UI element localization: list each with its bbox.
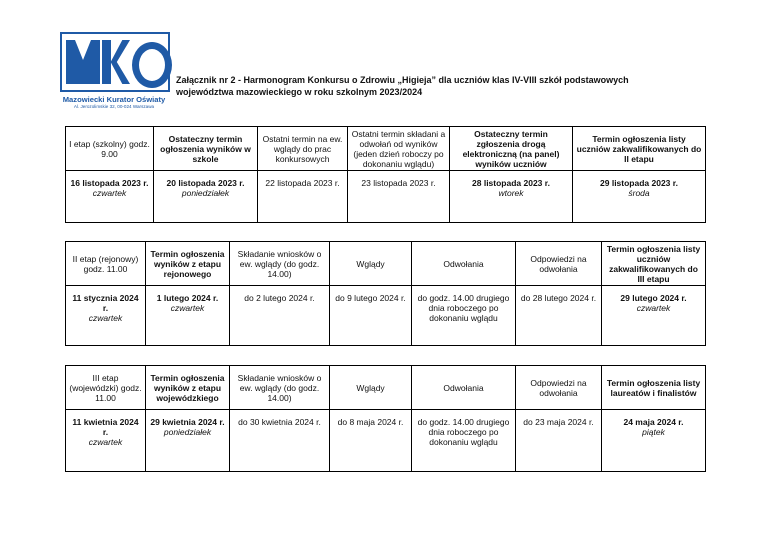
header-appeals-deadline: Ostatni termin składani a odwołań od wyników (jeden dzień roboczy po dokonaniu wglądu): [348, 127, 450, 171]
mko-logo: [60, 32, 168, 109]
header-stage-2: II etap (rejonowy) godz. 11.00: [66, 242, 146, 286]
header-appeals: Odwołania: [412, 242, 516, 286]
header-laureates-list: Termin ogłoszenia listy laureatów i finalistów: [602, 366, 706, 410]
header-appeal-responses: Odpowiedzi na odwołania: [516, 366, 602, 410]
header-results-voivodeship: Termin ogłoszenia wyników z etapu wojewódzkiego: [146, 366, 230, 410]
cell-date: 20 listopada 2023 r. poniedziałek: [154, 171, 258, 223]
cell-date: 29 kwietnia 2024 r. poniedziałek: [146, 410, 230, 472]
cell-date: do 8 maja 2024 r.: [330, 410, 412, 472]
cell-date: 29 listopada 2023 r. środa: [573, 171, 706, 223]
cell-date: 24 maja 2024 r. piątek: [602, 410, 706, 472]
cell-date: do 2 lutego 2024 r.: [230, 286, 330, 346]
schedule-table-stage-1: [65, 126, 706, 223]
title-line-2: województwa mazowieckiego w roku szkolnym 2023/2024: [176, 87, 423, 97]
cell-date: do 9 lutego 2024 r.: [330, 286, 412, 346]
header-results-regional: Termin ogłoszenia wyników z etapu rejonowego: [146, 242, 230, 286]
cell-date: 29 lutego 2024 r. czwartek: [602, 286, 706, 346]
cell-date: 22 listopada 2023 r.: [258, 171, 348, 223]
header-panel-submission: Ostateczny termin zgłoszenia drogą elektroniczną (na panel) wyników uczniów: [450, 127, 573, 171]
header-qualified-list-2: Termin ogłoszenia listy uczniów zakwalifikowanych do II etapu: [573, 127, 706, 171]
cell-date: do 23 maja 2024 r.: [516, 410, 602, 472]
header-inspection-requests: Składanie wniosków o ew. wglądy (do godz. 14.00): [230, 242, 330, 286]
header-stage-3: III etap (wojewódzki) godz. 11.00: [66, 366, 146, 410]
cell-date: 28 listopada 2023 r. wtorek: [450, 171, 573, 223]
header-appeals: Odwołania: [412, 366, 516, 410]
header-qualified-list-3: Termin ogłoszenia listy uczniów zakwalifikowanych do III etapu: [602, 242, 706, 286]
document-title: [176, 74, 736, 98]
schedule-table-stage-2: [65, 241, 706, 346]
title-line-1: Załącznik nr 2 - Harmonogram Konkursu o Zdrowiu „Higieja” dla uczniów klas IV-VIII szkół podstawowych: [176, 75, 629, 85]
cell-date: do godz. 14.00 drugiego dnia roboczego po dokonaniu wglądu: [412, 410, 516, 472]
cell-date: do 30 kwietnia 2024 r.: [230, 410, 330, 472]
header-appeal-responses: Odpowiedzi na odwołania: [516, 242, 602, 286]
cell-date: 11 kwietnia 2024 r. czwartek: [66, 410, 146, 472]
mko-logo-mark: [60, 32, 170, 92]
cell-date: do godz. 14.00 drugiego dnia roboczego po dokonaniu wglądu: [412, 286, 516, 346]
logo-name: Mazowiecki Kurator Oświaty: [62, 95, 166, 104]
cell-date: 23 listopada 2023 r.: [348, 171, 450, 223]
header-inspection-requests: Składanie wniosków o ew. wglądy (do godz. 14.00): [230, 366, 330, 410]
header-inspections: Wglądy: [330, 366, 412, 410]
header-results-school: Ostateczny termin ogłoszenia wyników w szkole: [154, 127, 258, 171]
cell-date: 1 lutego 2024 r. czwartek: [146, 286, 230, 346]
header-inspections: Wglądy: [330, 242, 412, 286]
logo-address: Al. Jerozolimskie 32, 00-024 Warszawa: [73, 104, 155, 109]
schedule-table-stage-3: [65, 365, 706, 472]
header-inspection-deadline: Ostatni termin na ew. wglądy do prac konkursowych: [258, 127, 348, 171]
header-stage-1: I etap (szkolny) godz. 9.00: [66, 127, 154, 171]
cell-date: do 28 lutego 2024 r.: [516, 286, 602, 346]
cell-date: 11 stycznia 2024 r. czwartek: [66, 286, 146, 346]
cell-date: 16 listopada 2023 r. czwartek: [66, 171, 154, 223]
